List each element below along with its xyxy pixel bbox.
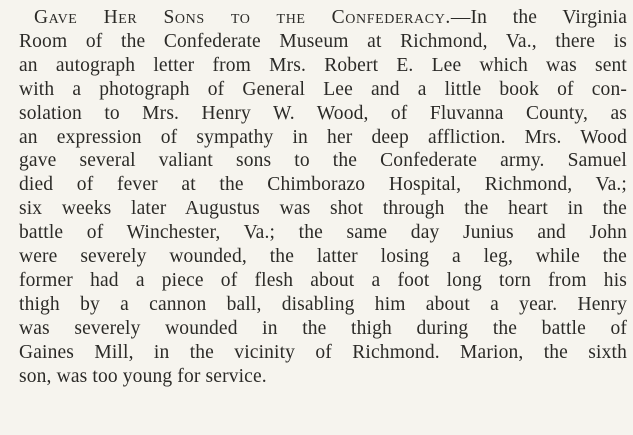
article-line-11: were severely wounded, the latter losing a leg, while the <box>19 246 627 268</box>
article-line-10: battle of Winchester, Va.; the same day Junius and John <box>19 222 627 244</box>
article-line-1 <box>19 6 627 30</box>
article-title: Gave Her Sons to the Confederacy. <box>34 7 451 28</box>
article-line-16: son, was too young for service. <box>19 365 267 387</box>
article-line-13: thigh by a cannon ball, disabling him about a year. Henry <box>19 293 627 315</box>
article-line-5: solation to Mrs. Henry W. Wood, of Fluvanna County, as <box>19 102 627 124</box>
article-line-8: died of fever at the Chimborazo Hospital, Richmond, Va.; <box>19 174 627 196</box>
article-line-15: Gaines Mill, in the vicinity of Richmond. Marion, the sixth <box>19 341 627 363</box>
article-line-4: with a photograph of General Lee and a little book of con- <box>19 78 627 100</box>
article-line-9: six weeks later Augustus was shot through the heart in the <box>19 198 627 220</box>
article-line-6: an expression of sympathy in her deep affliction. Mrs. Wood <box>19 126 627 148</box>
article-line-3: an autograph letter from Mrs. Robert E. Lee which was sent <box>19 54 627 76</box>
article-line-1-text: —In the Virginia <box>450 7 628 28</box>
article-line-14: was severely wounded in the thigh during the battle of <box>19 317 627 339</box>
article-line-2: Room of the Confederate Museum at Richmond, Va., there is <box>19 30 627 52</box>
article-line-7: gave several valiant sons to the Confederate army. Samuel <box>19 150 627 172</box>
article-paragraph <box>19 6 627 389</box>
article-line-12: former had a piece of flesh about a foot long torn from his <box>19 269 627 291</box>
